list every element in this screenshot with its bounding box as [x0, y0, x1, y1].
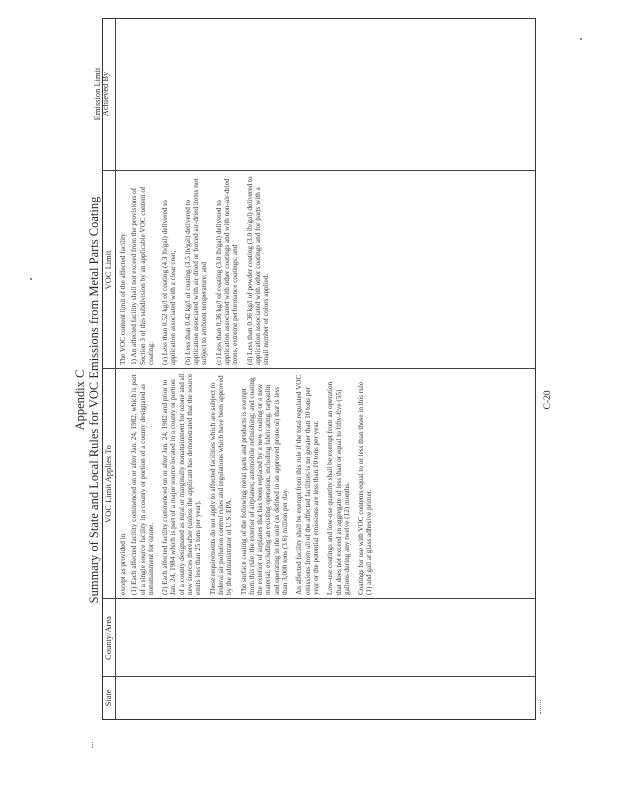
header-county: County/Area: [103, 616, 113, 660]
limit-paragraph: The VOC content limit of the affected facility: [119, 233, 127, 365]
applies-paragraph: Low-use coatings and low-use quantity shall be exempt from an operation that does not exceed an aggregate of less than or equal to fifty-five (55) gallons during any twelve (12) months.: [326, 381, 351, 595]
applies-paragraph: Coatings for use with VOC contents equal to or less than those in this rule (1) and gall at glass adhesive primer.: [357, 381, 374, 595]
limit-paragraph: (a) Less than 0.52 kg/l of coating (4.3 lb/gal) delivered to application associated with a clear coat;: [161, 200, 178, 365]
column-divider: [103, 170, 535, 171]
limit-paragraph: (b) Less than 0.42 kg/l of coating (3.5 lb/gal) delivered to application associated with air dried or forced air-dried items not subject to ambient temperature; and: [183, 178, 209, 365]
header-limit: VOC Limit: [103, 250, 113, 290]
header-emission-line2: Achieved By: [100, 71, 110, 117]
scan-speck: [580, 38, 582, 40]
applies-paragraph: These requirements do not apply to affected facilities which are subject to federal air pollution control rules and regulations which have been approved by the administrator of U.S. EPA.: [208, 375, 234, 595]
applies-cell: [119, 373, 380, 595]
limit-cell: [119, 175, 276, 365]
limit-paragraph: (c) Less than 0.36 kg/l of coating (3.0 lb/gal) delivered to application associated with other coatings and with non-air-dried items, extreme performance coatings; and: [214, 178, 240, 365]
limit-paragraph: 1) An affected facility shall not exceed from the provisions of Section 3 of this subdivision by an applicable VOC content of coating:: [130, 186, 155, 365]
column-divider: [103, 598, 535, 599]
scan-mark: [92, 742, 93, 748]
limit-paragraph: (d) Less than 0.36 kg/l of powder coating (3.0 lb/gal) delivered to application associated with other coatings and for parts with a small number of colors applied.: [245, 176, 271, 365]
page-number: C-20: [543, 390, 553, 410]
scan-mark: [540, 700, 541, 714]
header-emission: [93, 17, 109, 171]
applies-paragraph: except as provided in: [119, 533, 127, 595]
applies-paragraph: An affected facility shall be exempt from this rule if the total regulated VOC emissions from all of the affected facilities is no greater than 10 tons per year or the potential emissions are less than 10 tons per year.: [295, 374, 320, 595]
scan-speck: [30, 278, 32, 280]
column-divider: [103, 676, 535, 677]
header-state: State: [103, 689, 113, 707]
column-divider: [103, 368, 535, 369]
appendix-label: Appendix C: [73, 369, 87, 431]
header-emission-line1: Emission Limit: [92, 67, 102, 121]
applies-paragraph: (2) Each affected facility commenced on or after Jan. 24, 1982 and prior to Jan. 24, 1984 which is part of a major source located in a county or portion of a county designated as rural or marginally nonattainment for ozone and all new sources thereafter (unless the applicant has demonstrated that the source emits less than 25 tons per year).: [161, 373, 203, 595]
header-divider: [115, 19, 116, 719]
applies-paragraph: The surface coating of the following metal parts and products is exempt from this rule: the exterior of airplanes; automobile refinishing; and coating the exterior of airplanes that has been replaced by a new coating or a new material, excluding an existing operation, including fabricating, tarpaulin and operating in the unit (as defined in an approved protocol) that is less than 3,000 tons (3.6) million per day.: [239, 377, 290, 595]
header-applies: VOC Limit Applies To: [103, 445, 113, 523]
applies-paragraph: (1) Each affected facility commenced on or after Jan. 24, 1982, which is part of a single source facility in a county or portion of a county designated as nonattainment for ozone.: [130, 374, 155, 595]
document-title: Summary of State and Local Rules for VOC Emissions from Metal Parts Coating: [87, 196, 101, 604]
